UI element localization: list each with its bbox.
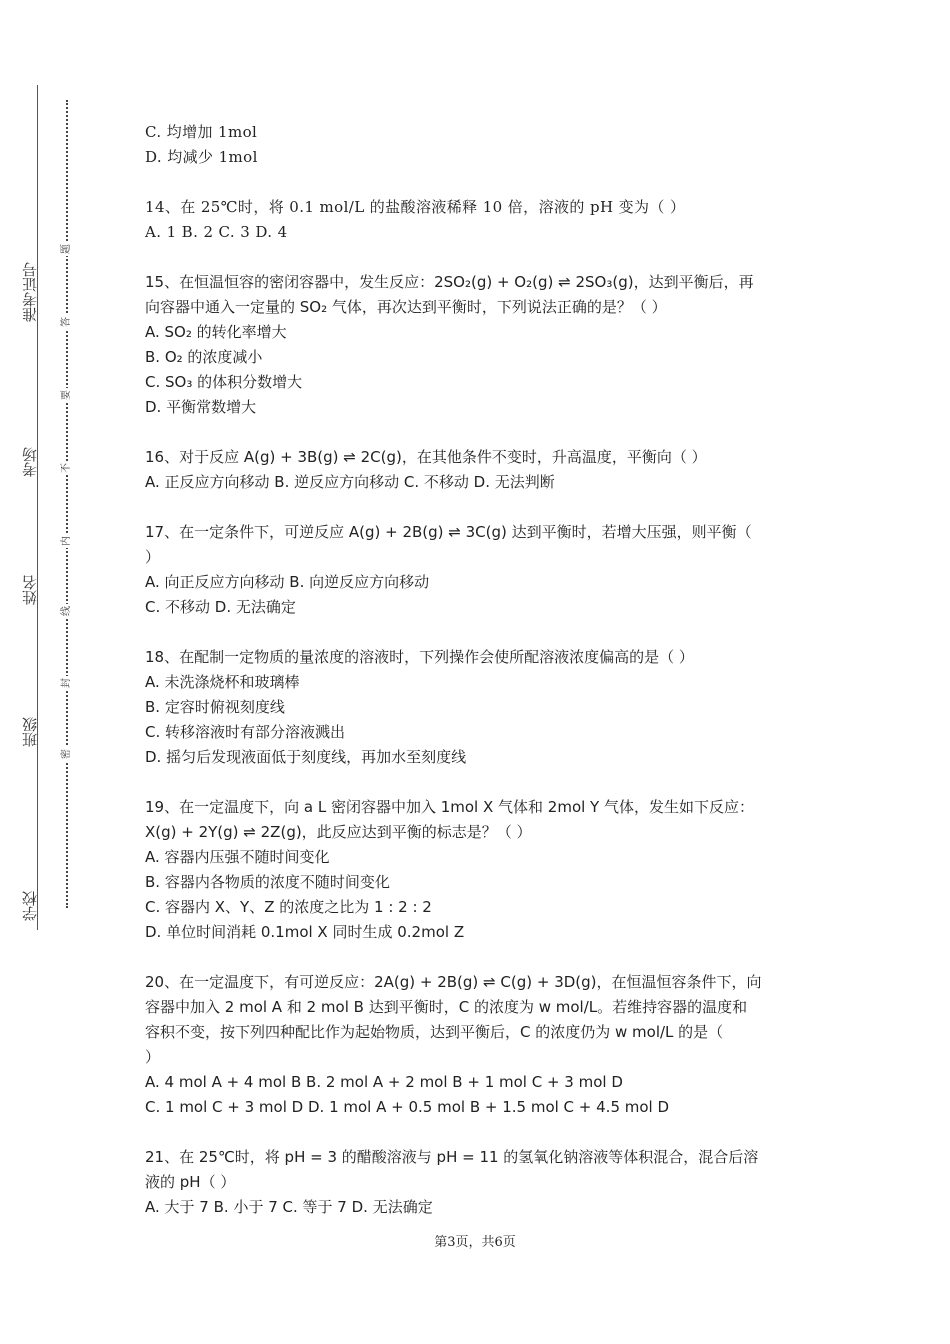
- seal-char-yao: 要: [61, 390, 72, 400]
- margin-label-class: 班级: [21, 717, 39, 747]
- seal-char-da: 答: [61, 317, 72, 327]
- q15-option-d: D. 平衡常数增大: [145, 398, 257, 416]
- q15-option-c: C. SO₃ 的体积分数增大: [145, 373, 303, 391]
- q21-options: A. 大于 7 B. 小于 7 C. 等于 7 D. 无法确定: [145, 1198, 433, 1216]
- margin-label-exam-room: 考场: [21, 447, 39, 477]
- q20-stem-3: 容积不变，按下列四种配比作为起始物质，达到平衡后，C 的浓度仍为 w mol/L 的是（: [145, 1023, 724, 1041]
- q19-stem-1: 19、在一定温度下，向 a L 密闭容器中加入 1mol X 气体和 2mol Y 气体，发生如下反应：: [145, 798, 754, 816]
- q21-stem-2: 液的 pH（ ）: [145, 1173, 236, 1191]
- q14-stem: 14、在 25℃时，将 0.1 mol/L 的盐酸溶液稀释 10 倍，溶液的 pH 变为（ ）: [145, 198, 686, 216]
- q13-option-d: D. 均减少 1mol: [145, 148, 258, 166]
- q20-stem-1: 20、在一定温度下，有可逆反应：2A(g) + 2B(g) ⇌ C(g) + 3D(g)，在恒温恒容条件下，向: [145, 973, 762, 991]
- q18-option-b: B. 定容时俯视刻度线: [145, 698, 285, 716]
- seal-char-ti: 题: [61, 244, 72, 254]
- page-number-footer: 第3页，共6页: [434, 1235, 516, 1250]
- q19-option-a: A. 容器内压强不随时间变化: [145, 848, 330, 866]
- q19-option-d: D. 单位时间消耗 0.1mol X 同时生成 0.2mol Z: [145, 923, 465, 941]
- q20-options-ab: A. 4 mol A + 4 mol B B. 2 mol A + 2 mol B + 1 mol C + 3 mol D: [145, 1073, 623, 1091]
- q18-stem: 18、在配制一定物质的量浓度的溶液时，下列操作会使所配溶液浓度偏高的是（ ）: [145, 648, 694, 666]
- q18-option-c: C. 转移溶液时有部分溶液溅出: [145, 723, 346, 741]
- margin-label-school: 学校: [21, 891, 39, 921]
- q15-stem-2: 向容器中通入一定量的 SO₂ 气体，再次达到平衡时，下列说法正确的是？（ ）: [145, 298, 667, 316]
- q16-stem: 16、对于反应 A(g) + 3B(g) ⇌ 2C(g)，在其他条件不变时，升高温度，平衡向（ ）: [145, 448, 707, 466]
- margin-label-name: 姓名: [21, 575, 39, 605]
- q19-option-c: C. 容器内 X、Y、Z 的浓度之比为 1 : 2 : 2: [145, 898, 432, 916]
- question-body: [145, 120, 810, 1220]
- q17-stem-2: ）: [145, 548, 161, 566]
- q15-option-b: B. O₂ 的浓度减小: [145, 348, 263, 366]
- seal-char-nei: 内: [61, 536, 72, 546]
- q21-stem-1: 21、在 25℃时，将 pH = 3 的醋酸溶液与 pH = 11 的氢氧化钠溶液等体积混合，混合后溶: [145, 1148, 759, 1166]
- seal-char-bu: 不: [61, 463, 72, 473]
- q15-option-a: A. SO₂ 的转化率增大: [145, 323, 287, 341]
- margin-label-exam-number: 准考证号: [21, 262, 39, 322]
- seal-char-xian: 线: [61, 606, 72, 616]
- q19-option-b: B. 容器内各物质的浓度不随时间变化: [145, 873, 390, 891]
- q17-options-cd: C. 不移动 D. 无法确定: [145, 598, 296, 616]
- seal-char-feng: 封: [61, 678, 72, 688]
- q18-option-d: D. 摇匀后发现液面低于刻度线，再加水至刻度线: [145, 748, 467, 766]
- q18-option-a: A. 未洗涤烧杯和玻璃棒: [145, 673, 300, 691]
- seal-char-mi: 密: [61, 749, 72, 759]
- q16-options: A. 正反应方向移动 B. 逆反应方向移动 C. 不移动 D. 无法判断: [145, 473, 555, 491]
- q20-stem-2: 容器中加入 2 mol A 和 2 mol B 达到平衡时，C 的浓度为 w mol/L。若维持容器的温度和: [145, 998, 748, 1016]
- q15-stem-1: 15、在恒温恒容的密闭容器中，发生反应：2SO₂(g) + O₂(g) ⇌ 2SO₃(g)，达到平衡后，再: [145, 273, 754, 291]
- q20-stem-4: ）: [145, 1048, 161, 1066]
- seal-dotted-line: [66, 100, 68, 908]
- q19-stem-2: X(g) + 2Y(g) ⇌ 2Z(g)，此反应达到平衡的标志是？（ ）: [145, 823, 532, 841]
- q14-options: A. 1 B. 2 C. 3 D. 4: [145, 223, 288, 241]
- q17-stem-1: 17、在一定条件下，可逆反应 A(g) + 2B(g) ⇌ 3C(g) 达到平衡时，若增大压强，则平衡（: [145, 523, 752, 541]
- q13-option-c: C. 均增加 1mol: [145, 123, 258, 141]
- binding-line: [37, 85, 38, 930]
- q20-options-cd: C. 1 mol C + 3 mol D D. 1 mol A + 0.5 mol B + 1.5 mol C + 4.5 mol D: [145, 1098, 670, 1116]
- q17-options-ab: A. 向正反应方向移动 B. 向逆反应方向移动: [145, 573, 430, 591]
